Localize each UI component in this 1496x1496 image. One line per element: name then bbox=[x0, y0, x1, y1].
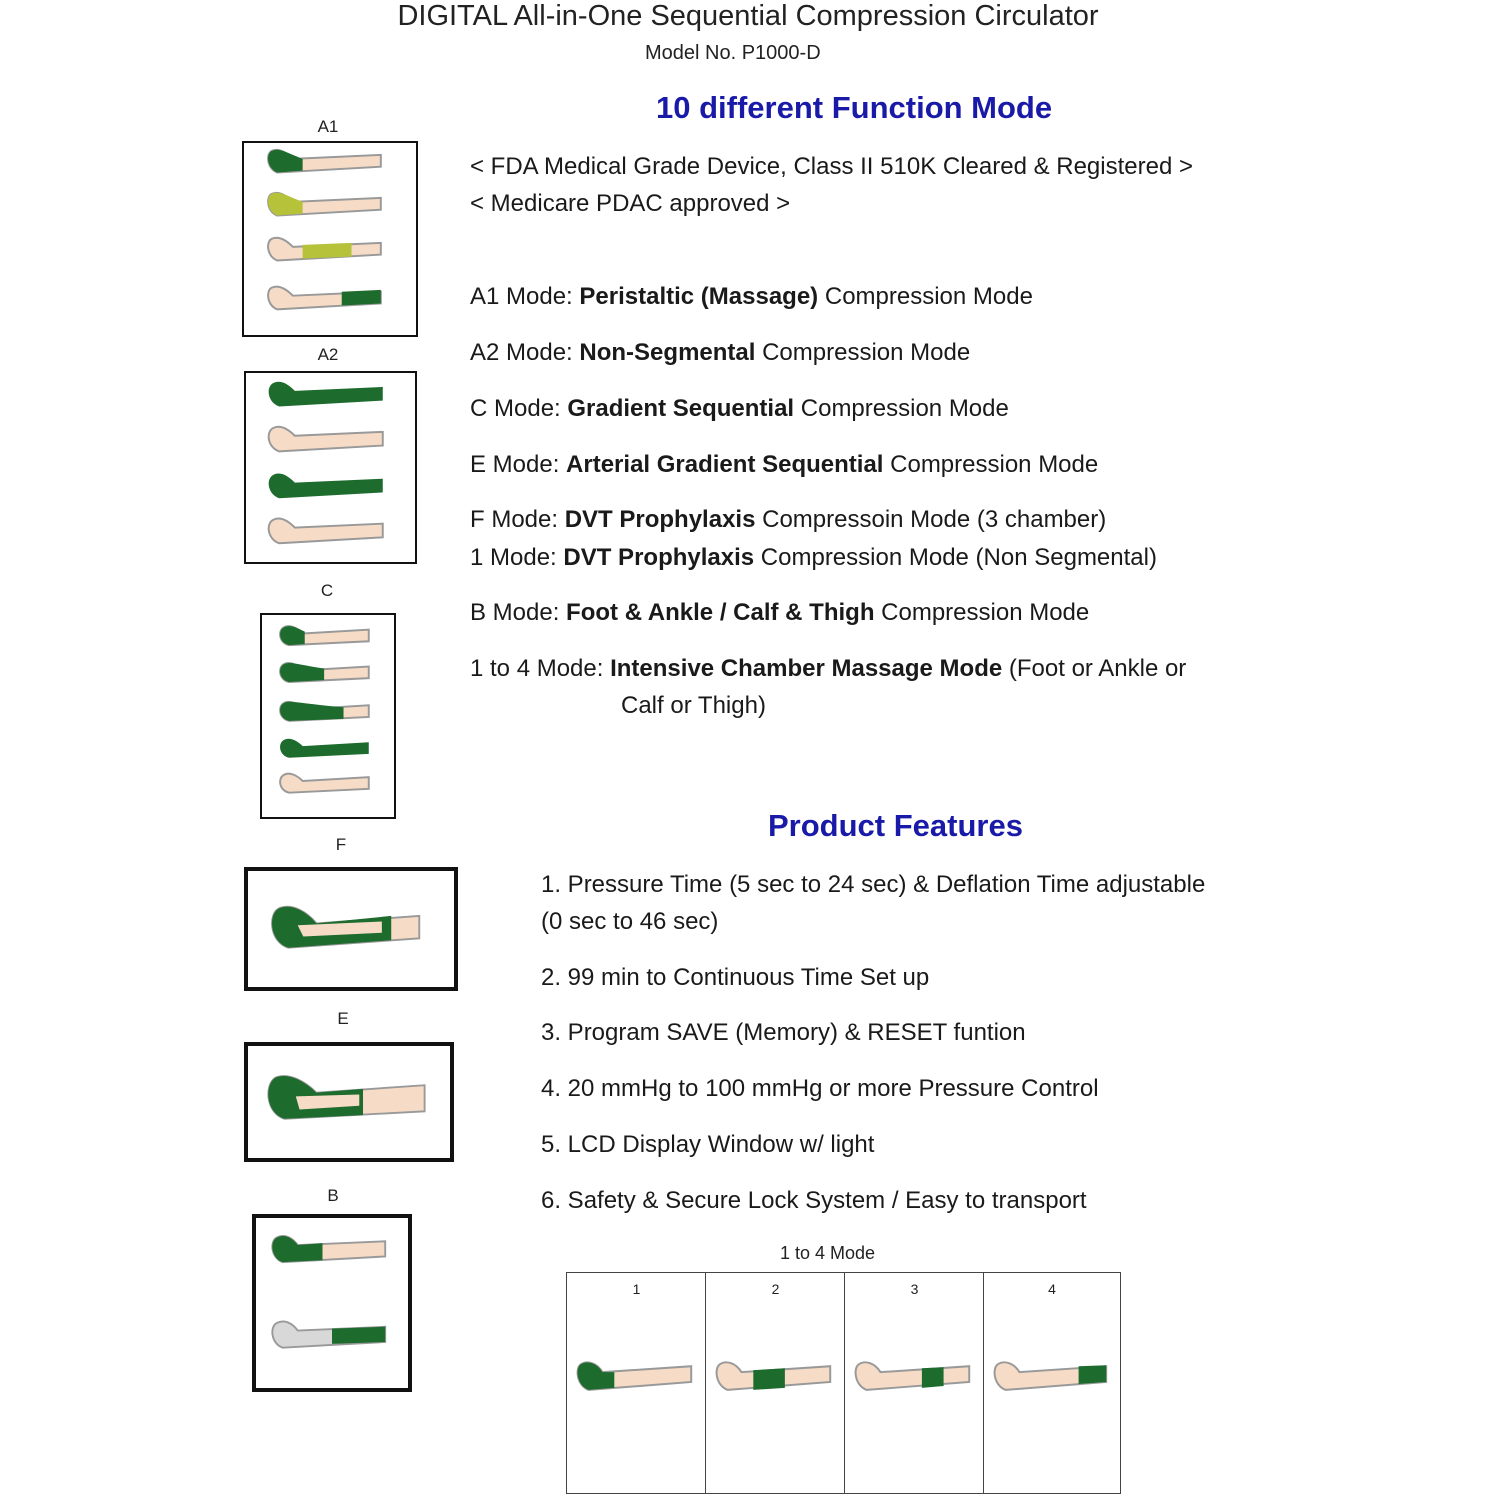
mode-item: F Mode: DVT Prophylaxis Compressoin Mode (3 chamber) bbox=[470, 506, 1107, 533]
leg-diagram-c-illustration bbox=[262, 615, 394, 817]
feature-item: 3. Program SAVE (Memory) & RESET funtion bbox=[541, 1019, 1026, 1046]
mode-item: 1 Mode: DVT Prophylaxis Compression Mode (Non Segmental) bbox=[470, 544, 1157, 571]
diagram-label-f: F bbox=[335, 835, 347, 854]
mode-item: A2 Mode: Non-Segmental Compression Mode bbox=[470, 339, 971, 366]
mode-item: 1 to 4 Mode: Intensive Chamber Massage Mode (Foot or Ankle or bbox=[470, 655, 1187, 682]
mode-item: E Mode: Arterial Gradient Sequential Compression Mode bbox=[470, 451, 1099, 478]
diagram-label-c: C bbox=[320, 581, 334, 600]
leg-diagram-f-illustration bbox=[248, 871, 454, 987]
leg-diagram-e-illustration bbox=[248, 1046, 450, 1158]
feature-item: 2. 99 min to Continuous Time Set up bbox=[541, 964, 930, 991]
leg-diagram-b-illustration bbox=[256, 1218, 408, 1388]
diagram-a2 bbox=[244, 371, 417, 564]
panel-number: 2 bbox=[771, 1281, 780, 1297]
mode-item: A1 Mode: Peristaltic (Massage) Compression Mode bbox=[470, 283, 1033, 310]
leg-panel-4-illustration bbox=[984, 1273, 1120, 1493]
leg-panel-3-illustration bbox=[845, 1273, 984, 1493]
mode-item-continuation: Calf or Thigh) bbox=[621, 692, 766, 719]
feature-item: 5. LCD Display Window w/ light bbox=[541, 1131, 875, 1158]
model-number: Model No. P1000-D bbox=[645, 42, 821, 64]
diagram-a1 bbox=[242, 141, 418, 337]
panel-number: 1 bbox=[632, 1281, 641, 1297]
leg-panel-1-illustration bbox=[567, 1273, 706, 1493]
mode-item: C Mode: Gradient Sequential Compression Mode bbox=[470, 395, 1009, 422]
mode-panel-4 bbox=[983, 1272, 1121, 1494]
page-title: DIGITAL All-in-One Sequential Compression Circulator bbox=[397, 0, 1099, 32]
diagram-f bbox=[244, 867, 458, 991]
cert-medicare: < Medicare PDAC approved > bbox=[470, 190, 791, 217]
feature-item: 4. 20 mmHg to 100 mmHg or more Pressure Control bbox=[541, 1075, 1099, 1102]
bottom-diagram-caption: 1 to 4 Mode bbox=[780, 1243, 876, 1263]
diagram-e bbox=[244, 1042, 454, 1162]
feature-item: (0 sec to 46 sec) bbox=[541, 908, 719, 935]
feature-item: 6. Safety & Secure Lock System / Easy to transport bbox=[541, 1187, 1087, 1214]
panel-number: 3 bbox=[910, 1281, 919, 1297]
mode-panel-2 bbox=[705, 1272, 846, 1494]
cert-fda: < FDA Medical Grade Device, Class II 510K Cleared & Registered > bbox=[470, 153, 1193, 180]
diagram-label-a2: A2 bbox=[317, 345, 339, 364]
mode-item: B Mode: Foot & Ankle / Calf & Thigh Compression Mode bbox=[470, 599, 1090, 626]
diagram-label-a1: A1 bbox=[317, 117, 339, 136]
leg-diagram-a2-illustration bbox=[246, 373, 415, 562]
leg-diagram-a1-illustration bbox=[244, 143, 416, 335]
mode-panel-3 bbox=[844, 1272, 985, 1494]
leg-panel-2-illustration bbox=[706, 1273, 845, 1493]
modes-heading: 10 different Function Mode bbox=[656, 90, 1053, 125]
mode-panel-1 bbox=[566, 1272, 707, 1494]
features-heading: Product Features bbox=[768, 808, 1023, 843]
diagram-c bbox=[260, 613, 396, 819]
diagram-label-b: B bbox=[327, 1186, 339, 1205]
panel-number: 4 bbox=[1048, 1281, 1056, 1297]
feature-item: 1. Pressure Time (5 sec to 24 sec) & Deflation Time adjustable bbox=[541, 871, 1206, 898]
diagram-label-e: E bbox=[337, 1009, 349, 1028]
diagram-b bbox=[252, 1214, 412, 1392]
